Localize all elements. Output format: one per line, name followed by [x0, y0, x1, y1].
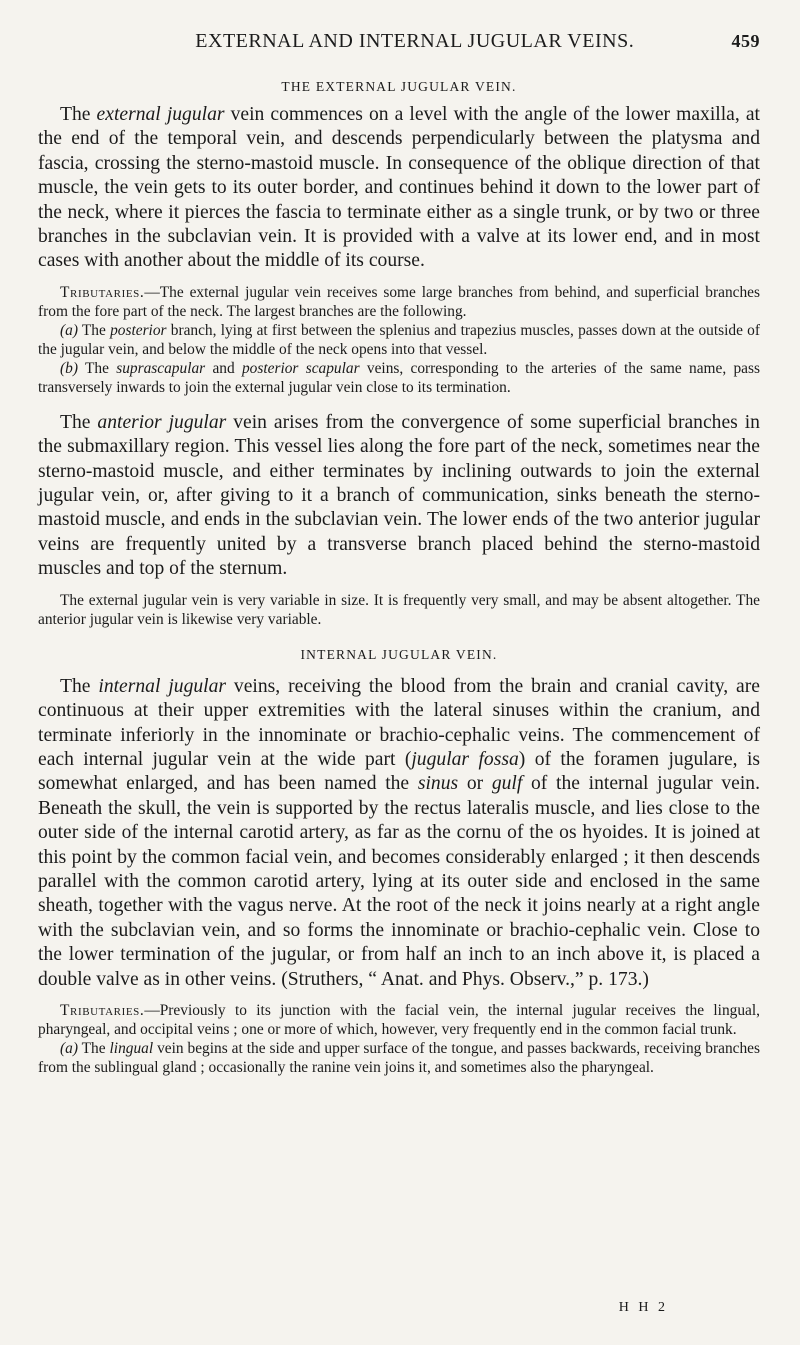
text-run: The: [77, 359, 117, 377]
tributaries-external: [38, 283, 760, 321]
section-heading-internal: INTERNAL JUGULAR VEIN.: [300, 646, 498, 662]
signature-mark: H H 2: [618, 1300, 668, 1315]
text-run: veins, receiving the blood from the brain and cranial cavity, are continuous at their upper extremities with the lateral sinuses within the cranium, and terminate inferiorly in the innominate or brachio-cephalic veins. The commencement of each internal jugular vein at the wide part (: [38, 675, 760, 770]
tributaries-internal: [38, 1001, 760, 1039]
item-posterior-branch: [38, 321, 760, 359]
section-heading-external: THE EXTERNAL JUGULAR VEIN.: [281, 79, 517, 94]
text-run: of the internal jugular vein. Beneath the skull, the vein is supported by the rectus lateralis muscle, and lies close to the outer side of the internal carotid artery, as far as the cornu of the os hyoides. It is joined at this point by the common facial vein, and becomes considerably enlarged ; it then descends parallel with the common carotid artery, lying at its outer side and enclosed in the same sheath, together with the vagus nerve. At the root of the neck it joins nearly at a right angle with the subclavian vein, and so forms the innominate or brachio-cephalic vein. Close to the lower termination of the jugular, or from half an inch to an inch above it, is placed a double valve as in other veins. (Struthers, “ Anat. and Phys. Observ.,” p. 173.): [38, 773, 760, 990]
page-number: 459: [731, 31, 760, 51]
italic-term: posterior: [110, 321, 167, 339]
italic-term: gulf: [491, 773, 523, 795]
tributaries-label: Tributaries.: [60, 283, 145, 301]
italic-term: posterior scapular: [241, 359, 360, 377]
text-run: or: [458, 773, 492, 795]
paragraph-external-jugular: [38, 103, 760, 274]
italic-term: sinus: [417, 773, 459, 795]
text-run: and: [205, 359, 242, 377]
paragraph-internal-jugular: [38, 675, 760, 992]
paragraph-anterior-jugular: [38, 411, 760, 582]
italic-term: external jugular: [96, 104, 225, 125]
italic-term: internal jugular: [98, 675, 227, 697]
item-label: (b): [60, 359, 78, 377]
text-run: vein begins at the side and upper surface of the tongue, and passes backwards, receiving branches from the sublingual gland ; occasionally the ranine vein joins it, and sometimes also the pharyngeal.: [38, 1039, 760, 1076]
text-run: The: [77, 1039, 110, 1057]
italic-term: suprascapular: [116, 359, 206, 377]
text-run: —Previously to its junction with the facial vein, the internal jugular receives the lingual, pharyngeal, and occipital veins ; one or more of which, however, very frequently end in the common facial trunk.: [38, 1001, 760, 1038]
text-run: —The external jugular vein receives some large branches from behind, and superficial branches from the fore part of the neck. The largest branches are the following.: [38, 283, 760, 320]
running-head-title: EXTERNAL AND INTERNAL JUGULAR VEINS.: [195, 30, 635, 52]
text-run: The: [60, 411, 98, 433]
italic-term: jugular fossa: [411, 748, 519, 770]
italic-term: lingual: [109, 1039, 154, 1057]
italic-term: anterior jugular: [97, 411, 227, 433]
text-run: vein arises from the convergence of some superficial branches in the submaxillary region. This vessel lies along the fore part of the neck, sometimes near the sterno-mastoid muscle, and either terminates by inclining outwards to join the external jugular vein, or, after giving to it a branch of communication, sinks beneath the sterno-mastoid muscle, and ends in the subclavian vein. The lower ends of the two anterior jugular veins are frequently united by a transverse branch placed behind the sterno-mastoid muscles and top of the sternum.: [38, 411, 760, 580]
text-run: The: [77, 321, 111, 339]
item-label: (a): [60, 321, 78, 339]
item-scapular-veins: [38, 359, 760, 397]
note-variability: The external jugular vein is very variable in size. It is frequently very small, and may be absent altogether. The anterior jugular vein is likewise very variable.: [38, 591, 760, 628]
text-run: vein commences on a level with the angle of the lower maxilla, at the end of the temporal vein, and descends perpendicularly between the platysma and fascia, crossing the sterno-mastoid muscle. In consequence of the oblique direction of that muscle, the vein gets to its outer border, and continues behind it down to the lower part of the neck, where it pierces the fascia to terminate either as a single trunk, or by two or three branches in the subclavian vein. It is provided with a valve at its lower end, and in most cases with another about the middle of its course.: [38, 104, 760, 272]
tributaries-label: Tributaries.: [60, 1001, 145, 1019]
text-run: The: [60, 675, 99, 697]
text-run: ) of the foramen jugulare, is somewhat enlarged, and has been named the: [38, 748, 761, 795]
item-lingual-vein: [38, 1039, 760, 1077]
text-run: branch, lying at first between the splenius and trapezius muscles, passes down at the outside of the jugular vein, and below the middle of the neck opens into that vessel.: [38, 321, 760, 358]
running-head: [38, 30, 760, 53]
text-run: veins, corresponding to the arteries of the same name, pass transversely inwards to join the external jugular vein close to its termination.: [38, 359, 760, 396]
text-run: The: [60, 104, 97, 125]
item-label: (a): [60, 1039, 78, 1057]
